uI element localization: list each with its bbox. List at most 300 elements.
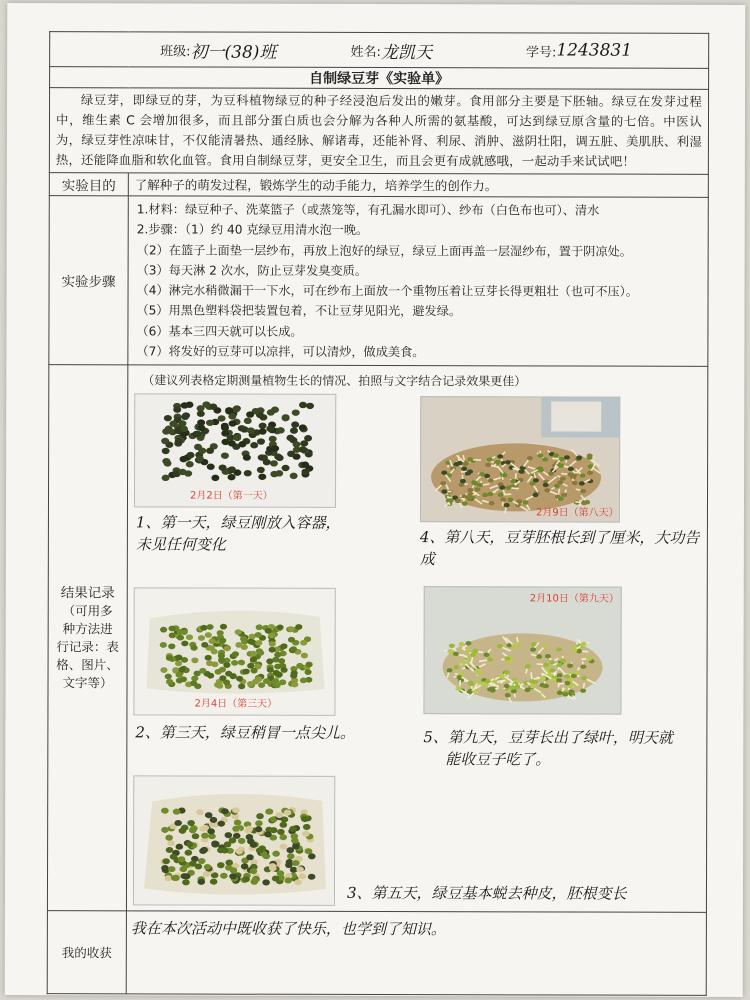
bean-texture — [186, 841, 194, 847]
bean-texture — [257, 467, 265, 473]
sprout-head-texture — [499, 486, 505, 490]
bean-texture — [252, 877, 260, 883]
sprout-head-texture — [539, 683, 545, 687]
bean-texture — [296, 663, 303, 669]
bean-texture — [198, 635, 205, 641]
sprout-head-texture — [586, 657, 592, 661]
bean-texture — [197, 411, 205, 417]
sprout-head-texture — [499, 674, 505, 678]
bean-texture — [211, 842, 219, 848]
bean-texture — [294, 880, 302, 886]
results-note: （建议列表格定期测量植物生长的情况、拍照与文字结合记录效果更佳） — [142, 373, 527, 389]
sprout-head-texture — [449, 644, 455, 648]
sprout-head-texture — [571, 648, 577, 652]
bean-texture — [206, 448, 214, 454]
sprout-head-texture — [542, 644, 548, 648]
sprout-head-texture — [462, 502, 468, 506]
bean-texture — [280, 667, 287, 673]
bean-texture — [295, 624, 302, 630]
sprout-head-texture — [497, 455, 503, 459]
beans-day3-image — [134, 589, 334, 716]
bean-texture — [175, 661, 182, 667]
bean-texture — [192, 834, 200, 840]
sprout-head-texture — [465, 472, 471, 476]
bean-texture — [255, 677, 262, 683]
bean-texture — [305, 849, 313, 855]
sprout-head-texture — [465, 649, 471, 653]
bean-texture — [228, 414, 236, 420]
photo-day3 — [133, 588, 335, 717]
bean-texture — [302, 831, 310, 837]
bean-texture — [257, 439, 265, 445]
sprout-head-texture — [558, 497, 564, 501]
bean-texture — [282, 415, 290, 421]
bean-texture — [256, 625, 263, 631]
bean-texture — [272, 851, 280, 857]
sprout-head-texture — [537, 467, 543, 471]
bean-texture — [276, 812, 284, 818]
bean-texture — [255, 827, 263, 833]
sprout-head-texture — [505, 693, 511, 697]
caption-line: 2、第三天，绿豆稍冒一点尖儿。 — [135, 723, 355, 743]
step-line: 1.材料：绿豆种子、洗菜篮子（或蒸笼等，有孔漏水即可）、纱布（白色布也可）、清水 — [136, 202, 600, 218]
beans-dry-image — [135, 395, 335, 508]
caption-line: 1、第一天，绿豆刚放入容器， — [135, 513, 341, 533]
photo-stamp: 2月9日（第八天） — [535, 507, 619, 520]
bean-texture — [165, 835, 173, 841]
bean-texture — [267, 667, 274, 673]
sprout-head-texture — [485, 463, 491, 467]
bean-texture — [284, 878, 292, 884]
bean-texture — [181, 641, 188, 647]
results-label-line: 行记录：表 — [56, 639, 119, 655]
bean-texture — [243, 455, 251, 461]
bean-texture — [290, 428, 298, 434]
bean-texture — [284, 810, 292, 816]
bean-texture — [242, 877, 250, 883]
sprouts-day8-image — [421, 397, 619, 522]
bean-texture — [211, 475, 219, 481]
bean-texture — [238, 425, 246, 431]
bean-texture — [221, 453, 229, 459]
bean-texture — [177, 635, 184, 641]
bean-texture — [196, 810, 204, 816]
sprout-head-texture — [441, 471, 447, 475]
bean-texture — [178, 421, 186, 427]
sprout-head-texture — [453, 652, 459, 656]
sprout-head-texture — [505, 486, 511, 490]
bean-texture — [270, 471, 278, 477]
sprout-head-texture — [580, 665, 586, 669]
sprout-head-texture — [587, 471, 593, 475]
sprout-head-texture — [558, 464, 564, 468]
bean-texture — [185, 850, 193, 856]
bean-texture — [176, 672, 183, 678]
sprout-head-texture — [560, 477, 566, 481]
bean-texture — [166, 847, 174, 853]
sprout-head-texture — [576, 456, 582, 460]
bean-texture — [274, 454, 282, 460]
sprout-head-texture — [530, 482, 536, 486]
sprout-head-texture — [475, 488, 481, 492]
step-line: （7）将发好的豆芽可以凉拌，可以清炒，做成美食。 — [136, 344, 425, 360]
bean-texture — [231, 660, 238, 666]
bean-texture — [280, 822, 288, 828]
caption-line: 5、第九天，豆芽长出了绿叶，明天就 — [423, 728, 673, 748]
sprout-head-texture — [490, 689, 496, 693]
bean-texture — [258, 474, 266, 480]
sprout-head-texture — [542, 458, 548, 462]
bean-texture — [287, 627, 294, 633]
caption-line: 4、第八天，豆芽胚根长到了厘米，大功告成 — [419, 528, 700, 569]
sprout-head-texture — [518, 470, 524, 474]
bean-texture — [276, 625, 283, 631]
sprout-head-texture — [540, 677, 546, 681]
bean-texture — [172, 875, 180, 881]
sprout-head-texture — [581, 642, 587, 646]
sprout-head-texture — [447, 649, 453, 653]
sprout-head-texture — [557, 663, 563, 667]
class-value: 初一(38)班 — [190, 42, 277, 63]
sprout-head-texture — [554, 484, 560, 488]
sprout-head-texture — [580, 474, 586, 478]
results-label-line: 结果记录 — [60, 585, 115, 602]
bean-texture — [229, 874, 237, 880]
bean-texture — [181, 825, 189, 831]
bean-texture — [191, 658, 198, 664]
bean-texture — [258, 455, 266, 461]
caption-day9 — [423, 727, 673, 772]
bean-texture — [161, 438, 169, 444]
results-label-line: 格、图片、 — [56, 657, 119, 673]
name-value: 龙凯天 — [380, 42, 432, 63]
bean-texture — [246, 826, 254, 832]
bean-texture — [265, 628, 272, 634]
step-line: （4）淋完水稍微漏干一下水，可在纱布上面放一个重物压着让豆芽长得更粗壮（也可不压）。 — [136, 283, 638, 299]
bean-texture — [271, 407, 279, 413]
bean-texture — [167, 840, 175, 846]
sprout-head-texture — [497, 644, 503, 648]
bean-texture — [199, 848, 207, 854]
experiment-form — [47, 31, 710, 996]
bean-texture — [300, 678, 307, 684]
sprout-head-texture — [531, 642, 537, 646]
sprout-head-texture — [543, 663, 549, 667]
bean-texture — [272, 876, 280, 882]
bean-texture — [225, 832, 233, 838]
bean-texture — [269, 866, 277, 872]
bean-texture — [301, 653, 308, 659]
sprout-head-texture — [556, 648, 562, 652]
sprout-head-texture — [580, 689, 586, 693]
caption-day5 — [347, 882, 627, 905]
bean-texture — [184, 471, 192, 477]
bean-texture — [176, 844, 184, 850]
bean-texture — [160, 668, 167, 674]
sprout-head-texture — [522, 501, 528, 505]
bean-texture — [162, 475, 170, 481]
sprout-head-texture — [455, 499, 461, 503]
sprout-head-texture — [463, 462, 469, 466]
bean-texture — [232, 407, 240, 413]
harvest-label: 我的收获 — [47, 911, 126, 994]
bean-texture — [178, 667, 185, 673]
bean-texture — [238, 441, 246, 447]
sprout-head-texture — [487, 458, 493, 462]
bean-texture — [289, 826, 297, 832]
bean-texture — [201, 642, 208, 648]
bean-texture — [232, 826, 240, 832]
bean-texture — [161, 808, 169, 814]
bean-texture — [180, 426, 188, 432]
bean-texture — [201, 833, 209, 839]
intro-paragraph: 绿豆芽，即绿豆的芽，为豆科植物绿豆的种子经浸泡后发出的嫩芽。食用部分主要是下胚轴。绿豆在发芽过程中，维生素 C 会增加很多，而且部分蛋白质也会分解为各种人所需的氨基酸，可达到绿豆原含量的七倍。中医认为，绿豆芽性凉味甘，不仅能清暑热、通经脉、解诸毒，还能补肾、利尿、消肿、滋阴壮阳，调五脏、美肌肤、利湿热，还能降血脂和软化血管。食用自制绿豆芽，更安全卫生，而且会更有成就感哦，一起动手来试试吧！ — [49, 88, 708, 175]
bean-texture — [194, 671, 201, 677]
photo-day9 — [423, 587, 621, 716]
sprout-head-texture — [498, 493, 504, 497]
step-line: 2.步骤：（1）约 40 克绿豆用清水泡一晚。 — [136, 222, 369, 238]
bean-texture — [250, 868, 258, 874]
bean-texture — [250, 668, 257, 674]
sprout-head-texture — [489, 501, 495, 505]
sprout-head-texture — [465, 641, 471, 645]
bean-texture — [220, 873, 228, 879]
bean-texture — [259, 415, 267, 421]
bean-texture — [244, 418, 252, 424]
bean-texture — [238, 838, 246, 844]
bean-texture — [308, 874, 316, 880]
sprout-head-texture — [461, 661, 467, 665]
sprout-head-texture — [510, 479, 516, 483]
bean-texture — [162, 448, 170, 454]
bean-texture — [290, 647, 297, 653]
sprout-head-texture — [549, 669, 555, 673]
bean-texture — [287, 451, 295, 457]
bean-texture — [250, 657, 257, 663]
bean-texture — [241, 864, 249, 870]
id-label: 学号: — [525, 44, 557, 60]
sprout-head-texture — [562, 692, 568, 696]
bean-texture — [306, 403, 314, 409]
bean-texture — [238, 660, 245, 666]
bean-texture — [190, 645, 197, 651]
bean-texture — [228, 467, 236, 473]
caption-day1 — [136, 512, 341, 557]
bean-texture — [292, 860, 300, 866]
bean-texture — [273, 670, 280, 676]
sprout-head-texture — [476, 671, 482, 675]
bean-texture — [270, 461, 278, 467]
sprout-head-texture — [530, 684, 536, 688]
bean-texture — [206, 624, 213, 630]
sprout-head-texture — [460, 479, 466, 483]
bean-texture — [299, 402, 307, 408]
bean-texture — [240, 636, 247, 642]
sprout-head-texture — [536, 655, 542, 659]
sprout-head-texture — [484, 653, 490, 657]
bean-texture — [186, 461, 194, 467]
bean-texture — [181, 403, 189, 409]
bean-texture — [170, 854, 178, 860]
bean-texture — [256, 848, 264, 854]
bean-texture — [235, 630, 242, 636]
bean-texture — [277, 428, 285, 434]
bean-texture — [168, 866, 176, 872]
sprout-head-texture — [467, 488, 473, 492]
name-label: 姓名: — [350, 44, 381, 60]
bean-texture — [214, 682, 221, 688]
results-label-line: （可用多 — [62, 603, 113, 619]
step-line: （6）基本三四天就可以长成。 — [136, 324, 303, 339]
caption-line: 3、第五天，绿豆基本蜕去种皮，胚根变长 — [346, 884, 627, 904]
bean-texture — [204, 864, 212, 870]
bean-texture — [301, 462, 309, 468]
bean-texture — [219, 465, 227, 471]
sprout-head-texture — [447, 668, 453, 672]
bean-texture — [299, 874, 307, 880]
class-label: 班级: — [160, 43, 191, 60]
bean-texture — [235, 849, 243, 855]
sprout-head-texture — [564, 456, 570, 460]
sprout-head-texture — [550, 678, 556, 682]
sprout-head-texture — [475, 680, 481, 684]
bean-texture — [169, 633, 176, 639]
sprout-head-texture — [487, 658, 493, 662]
bean-texture — [266, 809, 274, 815]
sprout-head-texture — [448, 499, 454, 503]
bean-texture — [292, 844, 300, 850]
bean-texture — [220, 624, 227, 630]
bean-texture — [280, 844, 288, 850]
bean-texture — [262, 880, 270, 886]
bean-texture — [282, 465, 290, 471]
sprout-head-texture — [549, 660, 555, 664]
sprout-head-texture — [545, 654, 551, 658]
bean-texture — [247, 639, 254, 645]
sprout-head-texture — [482, 493, 488, 497]
bean-texture — [194, 444, 202, 450]
sprout-head-texture — [488, 479, 494, 483]
bean-texture — [250, 442, 258, 448]
bean-texture — [234, 820, 242, 826]
bean-texture — [187, 452, 195, 458]
sprout-head-texture — [579, 482, 585, 486]
bean-texture — [232, 808, 240, 814]
bean-texture — [280, 644, 287, 650]
sprout-head-texture — [525, 665, 531, 669]
bean-texture — [247, 428, 255, 434]
bean-texture — [219, 667, 226, 673]
bean-texture — [259, 429, 267, 435]
bean-texture — [238, 684, 245, 690]
harvest-text: 我在本次活动中既收获了快乐，也学到了知识。 — [130, 919, 446, 939]
bean-texture — [269, 641, 276, 647]
sprout-head-texture — [581, 501, 587, 505]
bean-texture — [223, 680, 230, 686]
bean-texture — [221, 431, 229, 437]
bean-texture — [174, 820, 182, 826]
harvest-area — [126, 911, 706, 996]
bean-texture — [299, 425, 307, 431]
sprout-head-texture — [567, 664, 573, 668]
bean-texture — [219, 638, 226, 644]
bean-texture — [246, 834, 254, 840]
bean-texture — [305, 662, 312, 668]
sprout-head-texture — [537, 454, 543, 458]
bean-texture — [173, 809, 181, 815]
bean-texture — [210, 879, 218, 885]
photo-day1 — [134, 394, 336, 509]
sprout-head-texture — [472, 482, 478, 486]
bean-texture — [176, 678, 183, 684]
sprout-head-texture — [556, 678, 562, 682]
bean-texture — [255, 632, 262, 638]
bean-texture — [162, 859, 170, 865]
bean-texture — [286, 435, 294, 441]
bean-texture — [292, 410, 300, 416]
photo-day8 — [420, 396, 620, 523]
bean-texture — [236, 676, 243, 682]
bean-texture — [180, 866, 188, 872]
bean-texture — [290, 673, 297, 679]
bean-texture — [175, 655, 182, 661]
sprout-head-texture — [529, 679, 535, 683]
bean-texture — [218, 657, 225, 663]
bean-texture — [191, 676, 198, 682]
sprout-head-texture — [495, 460, 501, 464]
results-label-line: 文字等） — [62, 675, 113, 691]
sprout-head-texture — [472, 649, 478, 653]
sprout-head-texture — [509, 686, 515, 690]
bean-texture — [196, 456, 204, 462]
bean-texture — [175, 439, 183, 445]
id-value: 1243831 — [556, 40, 633, 61]
sprout-head-texture — [543, 483, 549, 487]
sprout-head-texture — [467, 458, 473, 462]
bean-texture — [246, 412, 254, 418]
sprout-head-texture — [470, 496, 476, 500]
bean-texture — [291, 682, 298, 688]
sprout-head-texture — [548, 472, 554, 476]
bean-texture — [197, 879, 205, 885]
bean-texture — [233, 435, 241, 441]
sprout-head-texture — [502, 473, 508, 477]
bean-texture — [205, 812, 213, 818]
beans-day5-image — [134, 777, 334, 906]
sprout-head-texture — [527, 456, 533, 460]
bean-texture — [288, 637, 295, 643]
bean-texture — [197, 425, 205, 431]
step-line: （3）每天淋 2 次水，防止豆芽发臭变质。 — [136, 263, 368, 278]
bean-texture — [205, 633, 212, 639]
sprout-head-texture — [504, 670, 510, 674]
bean-texture — [301, 469, 309, 475]
bean-texture — [187, 820, 195, 826]
bean-texture — [225, 860, 233, 866]
bean-texture — [274, 664, 281, 670]
purpose-text: 了解种子的萌发过程，锻炼学生的动手能力，培养学生的创作力。 — [128, 173, 708, 198]
photo-day5 — [133, 776, 335, 907]
sprout-head-texture — [505, 460, 511, 464]
results-label-line: 种方法进 — [62, 621, 113, 637]
bean-texture — [228, 474, 236, 480]
bean-texture — [166, 679, 173, 685]
sprout-head-texture — [500, 498, 506, 502]
bean-texture — [300, 640, 307, 646]
sprout-head-texture — [587, 456, 593, 460]
bean-texture — [182, 413, 190, 419]
sprout-head-texture — [455, 687, 461, 691]
